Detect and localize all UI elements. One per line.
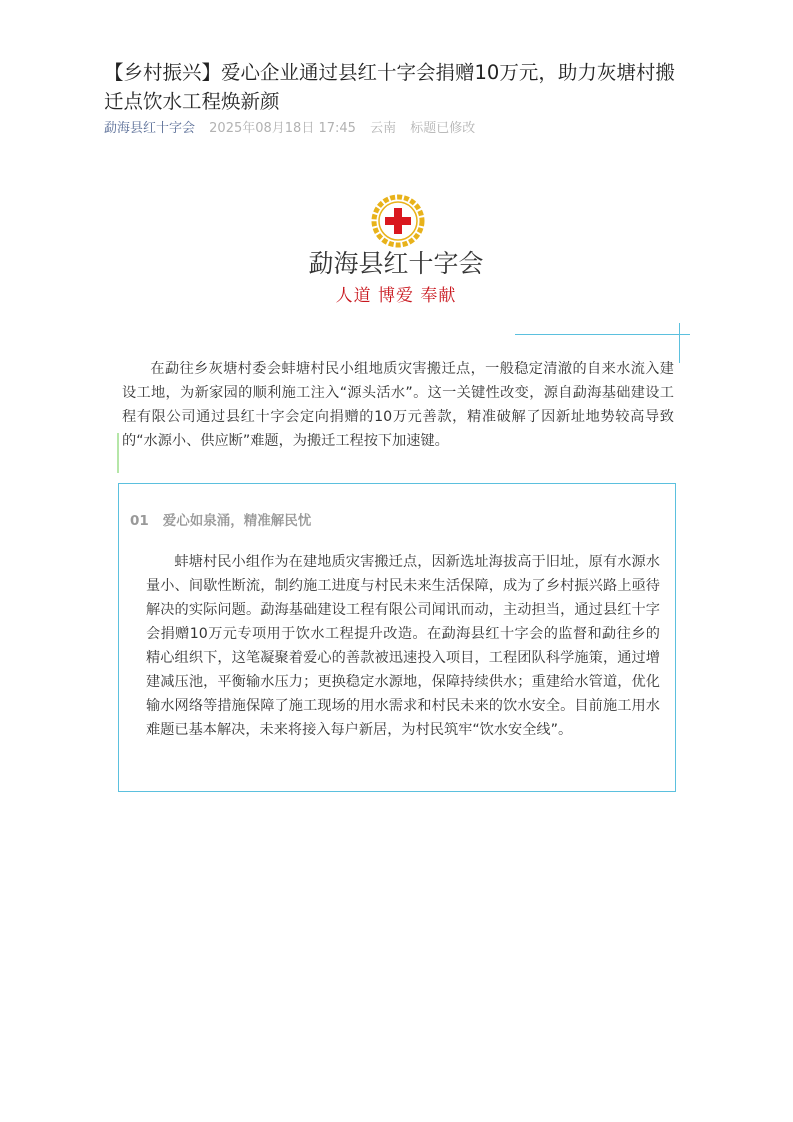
intro-paragraph: 在勐往乡灰塘村委会蚌塘村民小组地质灾害搬迁点，一般稳定清澈的自来水流入建设工地，为新家园的顺利施工注入“源头活水”。这一关键性改变，源自勐海基础建设工程有限公司通过县红十字会定向捐赠的10万元善款，精准破解了因新址地势较高导致的“水源小、供应断”难题，为搬迁工程按下加速键。 (122, 361, 674, 449)
section-title: 爱心如泉涌，精准解民忧 (162, 513, 312, 529)
decor-line-vertical (679, 323, 680, 363)
org-slogan: 人道 博爱 奉献 (335, 286, 457, 306)
decor-line-green (117, 433, 119, 473)
edit-note: 标题已修改 (410, 121, 476, 136)
decor-line-horizontal (515, 334, 690, 335)
publish-date: 2025年08月18日 17:45 (209, 121, 356, 136)
red-cross-emblem-icon (371, 194, 425, 248)
section-heading (130, 512, 311, 530)
author-link[interactable]: 勐海县红十字会 (104, 121, 196, 136)
article-meta (104, 120, 485, 138)
section-number: 01 (130, 513, 149, 529)
section-paragraph: 蚌塘村民小组作为在建地质灾害搬迁点，因新选址海拔高于旧址，原有水源水量小、间歇性断流，制约施工进度与村民未来生活保障，成为了乡村振兴路上亟待解决的实际问题。勐海基础建设工程有限公司闻讯而动，主动担当，通过县红十字会捐赠10万元专项用于饮水工程提升改造。在勐海县红十字会的监督和勐往乡的精心组织下，这笔凝聚着爱心的善款被迅速投入项目，工程团队科学施策，通过增建减压池，平衡输水压力；更换稳定水源地，保障持续供水；重建给水管道，优化输水网络等措施保障了施工现场的用水需求和村民未来的饮水安全。目前施工用水难题已基本解决，未来将接入每户新居，为村民筑牢“饮水安全线”。 (146, 554, 660, 738)
org-name: 勐海县红十字会 (308, 249, 484, 278)
publish-location: 云南 (370, 121, 397, 136)
article-title: 【乡村振兴】爱心企业通过县红十字会捐赠10万元，助力灰塘村搬迁点饮水工程焕新颜 (104, 61, 675, 113)
